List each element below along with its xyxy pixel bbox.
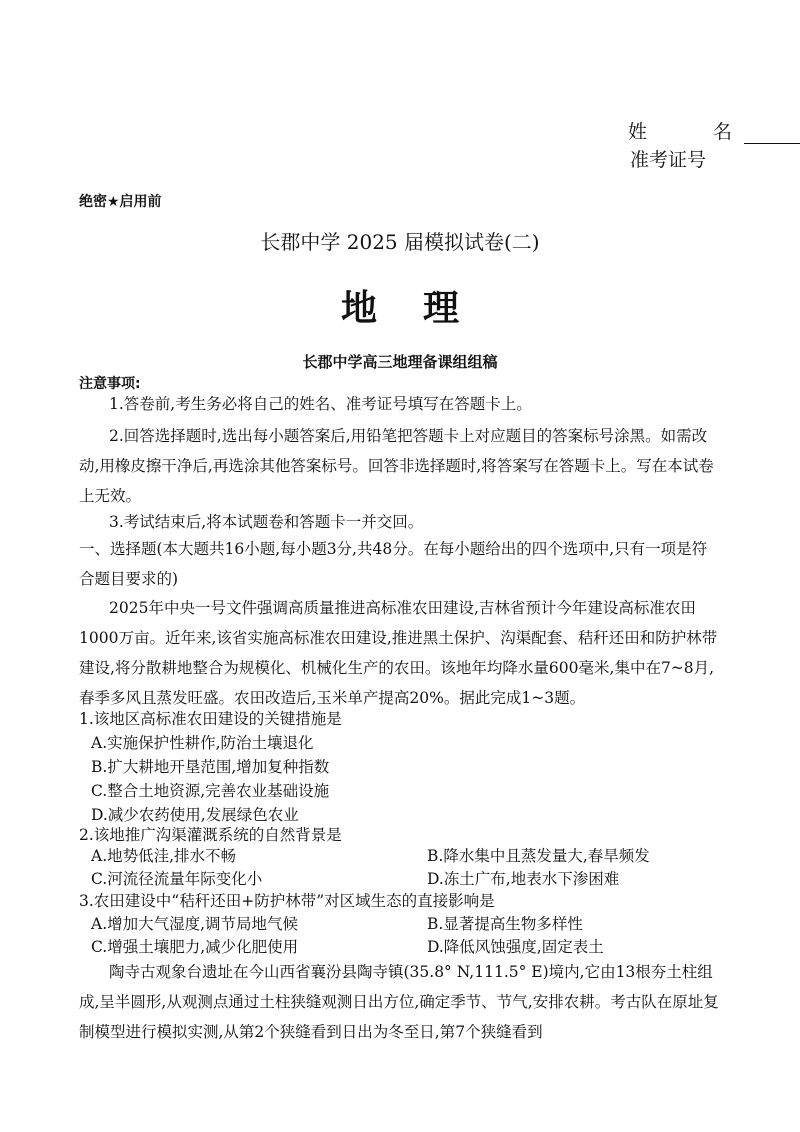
exam-title: 长郡中学 2025 届模拟试卷(二) — [260, 230, 540, 254]
passage-1: 2025年中央一号文件强调高质量推进高标准农田建设,吉林省预计今年建设高标准农田1000万亩。近年来,该省实施高标准农田建设,推进黑土保护、沟渠配套、秸秆还田和防护林带建设,将分散耕地整合为规模化、机械化生产的农田。该地年均降水量600毫米,集中在7~8月,春季多风且蒸发旺盛。农田改造后,玉米单产提高20%。据此完成1~3题。 — [79, 599, 718, 707]
question-2-stem: 2.该地推广沟渠灌溉系统的自然背景是 — [79, 826, 342, 844]
question-1-option-d: D.减少农药使用,发展绿色农业 — [91, 806, 299, 824]
exam-id-label: 准考证号 — [630, 149, 707, 171]
question-3-option-b: B.显著提高生物多样性 — [427, 915, 583, 933]
notice-item-1: 1.答卷前,考生务必将自己的姓名、准考证号填写在答题卡上。 — [109, 395, 532, 413]
question-1-option-a: A.实施保护性耕作,防治土壤退化 — [91, 734, 314, 752]
question-3-option-a: A.增加大气湿度,调节局地气候 — [91, 915, 299, 933]
question-3-option-c: C.增强土壤肥力,减少化肥使用 — [91, 938, 299, 956]
question-1-stem: 1.该地区高标准农田建设的关键措施是 — [79, 710, 342, 728]
section-heading: 一、选择题(本大题共16小题,每小题3分,共48分。在每小题给出的四个选项中,只有一项是符合题目要求的) — [79, 540, 708, 588]
question-2-option-c: C.河流径流量年际变化小 — [91, 870, 263, 888]
question-2-option-b: B.降水集中且蒸发量大,春旱频发 — [427, 847, 650, 865]
question-3-option-d: D.降低风蚀强度,固定表土 — [427, 938, 604, 956]
passage-2: 陶寺古观象台遗址在今山西省襄汾县陶寺镇(35.8° N,111.5° E)境内,它由13根夯土柱组成,呈半圆形,从观测点通过土柱狭缝观测日出方位,确定季节、节气,安排农耕。考古队在原址复制模型进行模拟实测,从第2个狭缝看到日出为冬至日,第7个狭缝看到 — [79, 963, 719, 1041]
compiler-line: 长郡中学高三地理备课组组稿 — [302, 353, 498, 371]
notice-item-2: 2.回答选择题时,选出每小题答案后,用铅笔把答题卡上对应题目的答案标号涂黑。如需改动,用橡皮擦干净后,再选涂其他答案标号。回答非选择题时,将答案写在答题卡上。写在本试卷上无效。 — [79, 427, 714, 505]
question-1-option-b: B.扩大耕地开垦范围,增加复种指数 — [91, 758, 330, 776]
name-field — [628, 117, 800, 144]
notice-item-3: 3.考试结束后,将本试题卷和答题卡一并交回。 — [109, 513, 424, 531]
question-2-option-a: A.地势低洼,排水不畅 — [91, 847, 237, 865]
question-1-option-c: C.整合土地资源,完善农业基础设施 — [91, 782, 330, 800]
name-blank-line — [744, 123, 800, 144]
name-label: 姓 名 — [628, 121, 763, 143]
question-3-stem: 3.农田建设中“秸秆还田+防护林带”对区域生态的直接影响是 — [79, 892, 495, 910]
subject-title: 地理 — [340, 288, 505, 329]
question-2-option-d: D.冻土广布,地表水下渗困难 — [427, 870, 620, 888]
secret-mark: 绝密★启用前 — [79, 194, 162, 210]
notice-title: 注意事项: — [79, 376, 141, 392]
